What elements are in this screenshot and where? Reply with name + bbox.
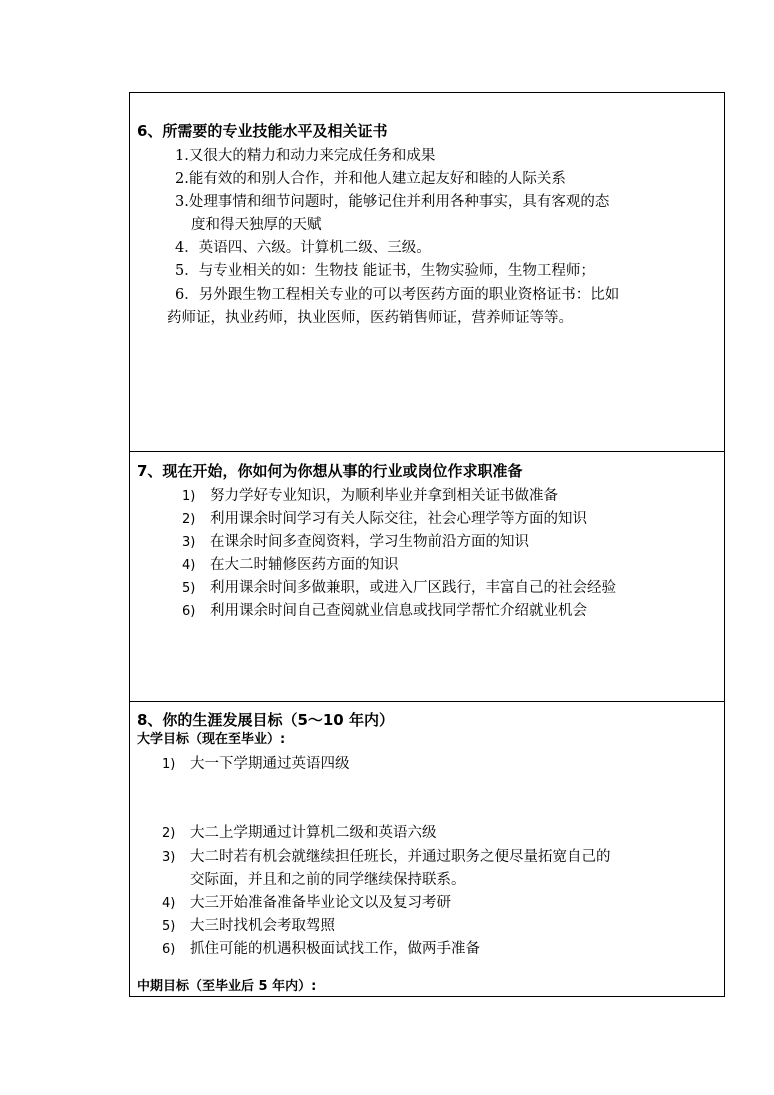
list-item-number: 5) (162, 919, 176, 934)
section-6-line-5: 5．与专业相关的如：生物技 能证书，生物实验师，生物工程师； (175, 263, 595, 279)
list-item-text: 利用课余时间学习有关人际交往，社会心理学等方面的知识 (210, 511, 587, 527)
list-item (182, 577, 616, 600)
list-item-text: 努力学好专业知识，为顺利毕业并拿到相关证书做准备 (210, 488, 558, 504)
list-item-number: 3) (182, 535, 196, 550)
list-item-text: 在大二时辅修医药方面的知识 (210, 557, 399, 573)
list-item-number: 1) (182, 489, 196, 504)
list-item-text: 利用课余时间自己查阅就业信息或找同学帮忙介绍就业机会 (210, 603, 587, 619)
list-item (182, 554, 399, 577)
section-8-heading: 8、你的生涯发展目标（5～10 年内） (137, 711, 394, 729)
section-6-line-6-cont: 药师证，执业药师，执业医师，医药销售师证，营养师证等等。 (167, 310, 573, 326)
section-6-line-3: 3.处理事情和细节问题时，能够记住并利用各种事实，具有客观的态 (175, 194, 610, 210)
section-6-skills-certificates (130, 93, 724, 452)
list-item-text: 利用课余时间多做兼职，或进入厂区践行，丰富自己的社会经验 (210, 580, 616, 596)
list-item (162, 869, 466, 892)
list-item-number: 6) (182, 604, 196, 619)
list-item-number: 3) (162, 850, 176, 865)
list-item (162, 822, 437, 845)
list-item-number: 2) (162, 826, 176, 841)
list-item-number: 1) (162, 757, 176, 772)
section-7-heading: 7、现在开始，你如何为你想从事的行业或岗位作求职准备 (137, 462, 523, 480)
list-item (162, 753, 350, 776)
midterm-goals-label: 中期目标（至毕业后 5 年内）: (137, 979, 317, 994)
university-goals-label: 大学目标（现在至毕业）: (137, 732, 286, 747)
list-item (182, 508, 587, 531)
section-6-line-3-cont: 度和得天独厚的天赋 (191, 217, 322, 233)
list-item-text: 大二上学期通过计算机二级和英语六级 (190, 825, 437, 841)
list-item-text: 大二时若有机会就继续担任班长，并通过职务之便尽量拓宽自己的 (190, 849, 611, 865)
section-6-line-1: 1.又很大的精力和动力来完成任务和成果 (175, 148, 436, 164)
section-6-line-4: 4．英语四、六级。计算机二级、三级。 (175, 240, 431, 256)
list-item (182, 531, 529, 554)
section-8-career-goals (130, 702, 724, 996)
list-item-number: 6) (162, 942, 176, 957)
list-item (162, 938, 480, 961)
list-item-number: 5) (182, 581, 196, 596)
list-item (182, 600, 587, 623)
career-plan-table (129, 92, 725, 997)
list-item (162, 915, 335, 938)
list-item (182, 485, 558, 508)
list-item-text: 交际面，并且和之前的同学继续保持联系。 (190, 872, 466, 888)
list-item-number: 4) (182, 558, 196, 573)
list-item-text: 在课余时间多查阅资料，学习生物前沿方面的知识 (210, 534, 529, 550)
list-item-text: 抓住可能的机遇积极面试找工作，做两手准备 (190, 941, 480, 957)
list-item (162, 892, 451, 915)
list-item-number: 4) (162, 896, 176, 911)
list-item-text: 大一下学期通过英语四级 (190, 756, 350, 772)
section-6-line-2: 2.能有效的和别人合作，并和他人建立起友好和睦的人际关系 (175, 171, 566, 187)
list-item-text: 大三开始准备准备毕业论文以及复习考研 (190, 895, 451, 911)
section-6-line-6: 6．另外跟生物工程相关专业的可以考医药方面的职业资格证书：比如 (175, 287, 620, 303)
section-6-heading: 6、所需要的专业技能水平及相关证书 (137, 122, 388, 140)
list-item-text: 大三时找机会考取驾照 (190, 918, 335, 934)
section-7-job-preparation (130, 452, 724, 702)
list-item (162, 846, 611, 869)
list-item-number: 2) (182, 512, 196, 527)
